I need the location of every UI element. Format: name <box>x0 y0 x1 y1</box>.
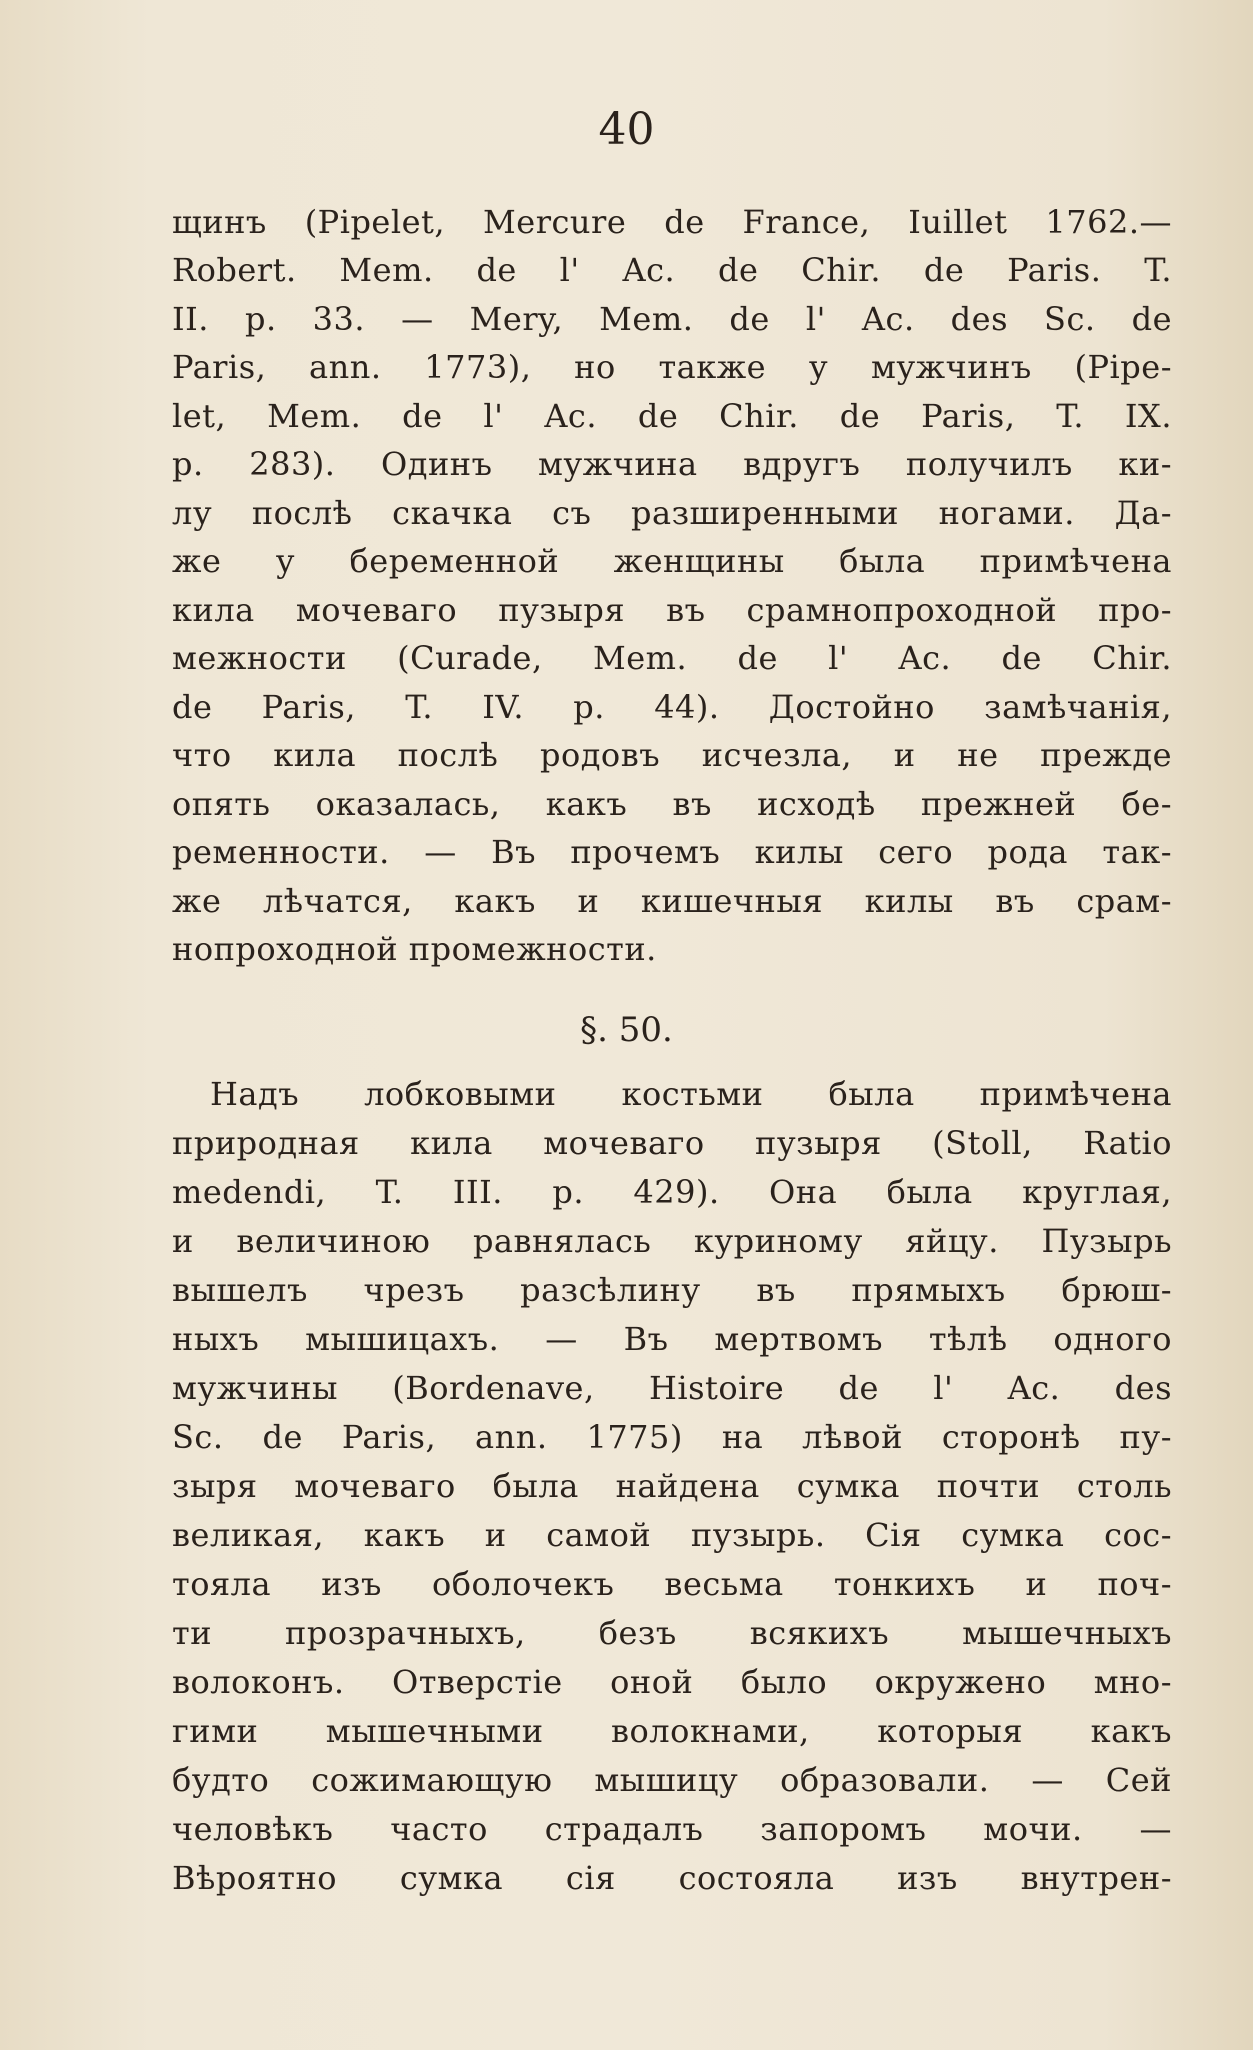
text-line: зыря мочеваго была найдена сумка почти столь <box>172 1467 1172 1505</box>
text-line: природная кила мочеваго пузыря (Stoll, Ratio <box>172 1124 1172 1162</box>
text-line: Вѣроятно сумка сія состояла изъ внутрен- <box>172 1859 1172 1897</box>
text-line: Надъ лобковыми костьми была примѣчена <box>210 1075 1172 1113</box>
text-line: Robert. Mem. de l' Ac. de Chir. de Paris. T. <box>172 251 1172 289</box>
text-line: ременности. — Въ прочемъ килы сего рода так- <box>172 833 1172 871</box>
text-line: p. 283). Одинъ мужчина вдругъ получилъ ки- <box>172 445 1172 483</box>
page-number: 40 <box>598 104 655 155</box>
text-line: кила мочеваго пузыря въ срамнопроходной про- <box>172 591 1172 629</box>
text-line: же у беременной женщины была примѣчена <box>172 542 1172 580</box>
text-line: Sc. de Paris, ann. 1775) на лѣвой сторонѣ пу- <box>172 1418 1172 1456</box>
text-line: межности (Curade, Mem. de l' Ac. de Chir. <box>172 639 1172 677</box>
text-line: let, Mem. de l' Ac. de Chir. de Paris, T. IX. <box>172 397 1172 435</box>
text-line: Paris, ann. 1773), но также у мужчинъ (Pipe- <box>172 348 1172 386</box>
text-line: волоконъ. Отверстіе оной было окружено мно- <box>172 1663 1172 1701</box>
text-line: ти прозрачныхъ, безъ всякихъ мышечныхъ <box>172 1614 1172 1652</box>
text-line: и величиною равнялась куриному яйцу. Пузырь <box>172 1222 1172 1260</box>
text-line: нопроходной промежности. <box>172 930 657 968</box>
text-line: лу послѣ скачка съ разширенными ногами. Да- <box>172 494 1172 532</box>
text-line: же лѣчатся, какъ и кишечныя килы въ срам- <box>172 882 1172 920</box>
text-line: вышелъ чрезъ разсѣлину въ прямыхъ брюш- <box>172 1271 1172 1309</box>
text-line: человѣкъ часто страдалъ запоромъ мочи. — <box>172 1810 1172 1848</box>
text-line: II. p. 33. — Mery, Mem. de l' Ac. des Sc. de <box>172 300 1172 338</box>
text-line: будто сожимающую мышицу образовали. — Сей <box>172 1761 1172 1799</box>
section-heading: §. 50. <box>580 1010 673 1050</box>
text-line: тояла изъ оболочекъ весьма тонкихъ и поч- <box>172 1565 1172 1603</box>
text-line: щинъ (Pipelet, Mercure de France, Iuillet 1762.— <box>172 203 1172 241</box>
text-line: опять оказалась, какъ въ исходѣ прежней бе- <box>172 785 1172 823</box>
text-line: великая, какъ и самой пузырь. Сія сумка сос- <box>172 1516 1172 1554</box>
text-line: ныхъ мышицахъ. — Въ мертвомъ тѣлѣ одного <box>172 1320 1172 1358</box>
text-line: мужчины (Bordenave, Histoire de l' Ac. des <box>172 1369 1172 1407</box>
text-line: medendi, T. III. p. 429). Она была круглая, <box>172 1173 1172 1211</box>
text-line: что кила послѣ родовъ исчезла, и не прежде <box>172 736 1172 774</box>
text-line: de Paris, T. IV. p. 44). Достойно замѣчанія, <box>172 688 1172 726</box>
text-line: гими мышечными волокнами, которыя какъ <box>172 1712 1172 1750</box>
